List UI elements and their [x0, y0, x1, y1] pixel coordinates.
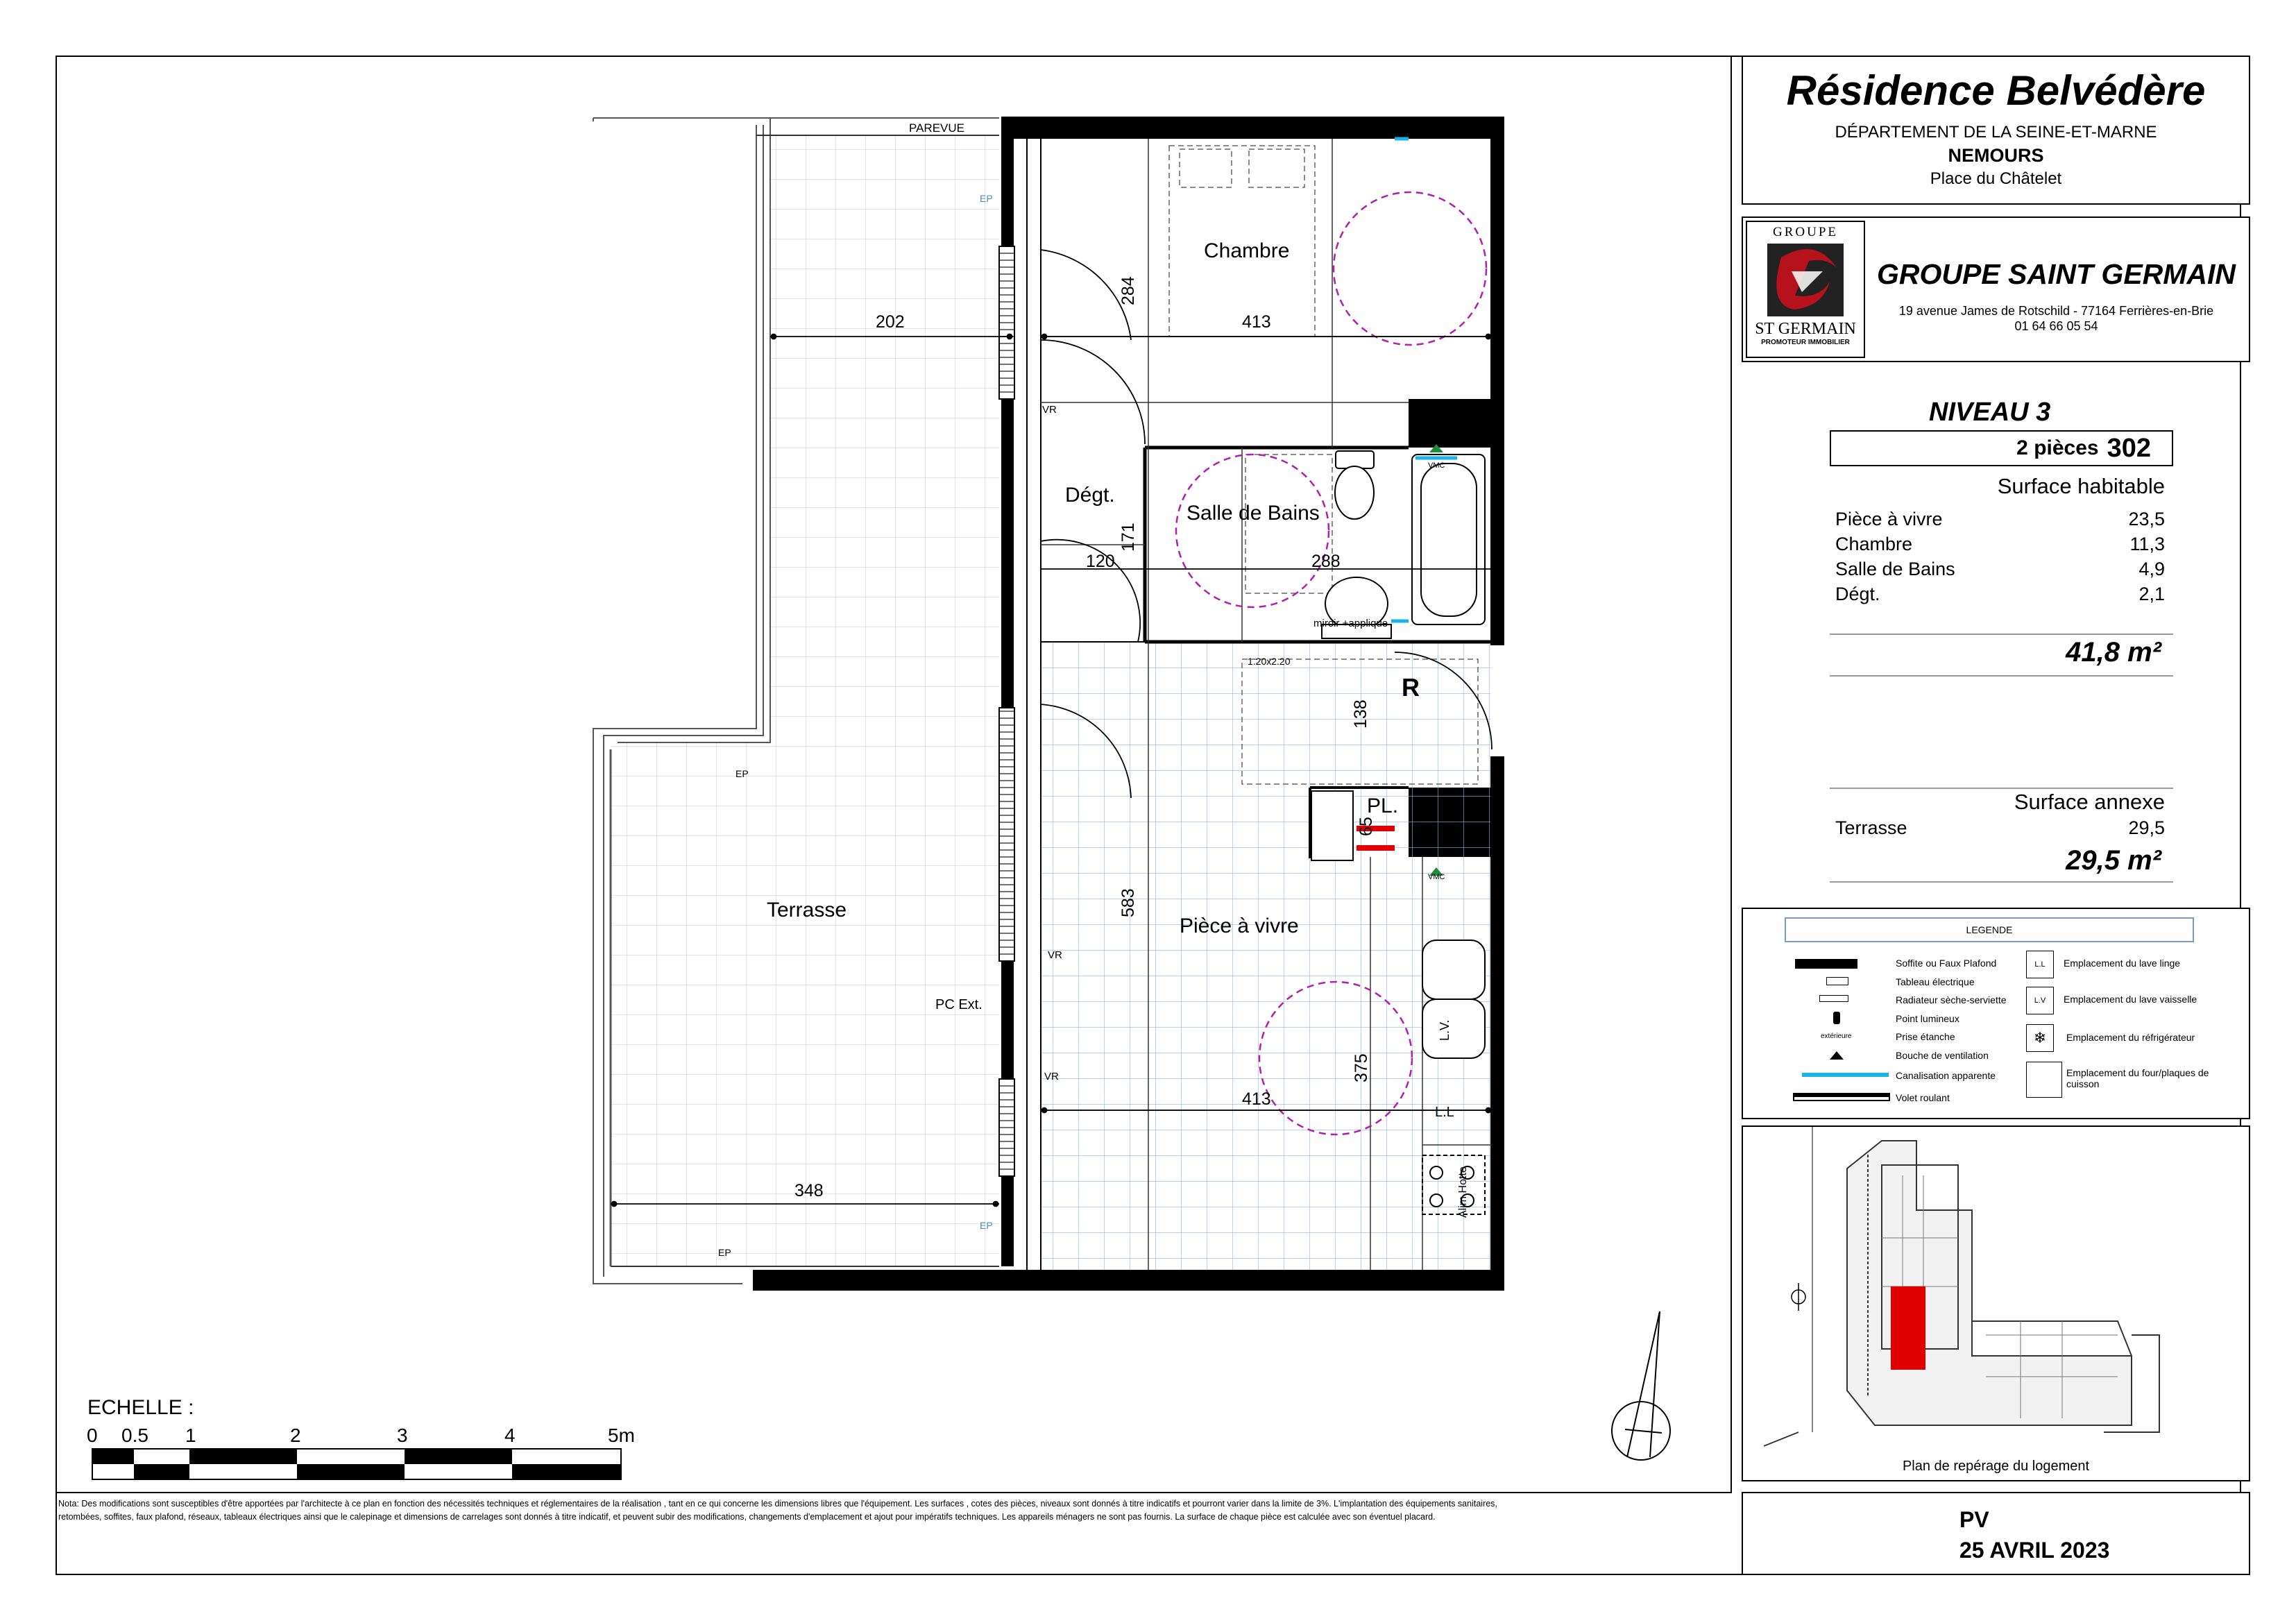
annex-total: 29,5 m² — [2066, 845, 2161, 876]
scale-tick-0-5: 0.5 — [121, 1425, 148, 1446]
highlighted-unit — [1891, 1286, 1925, 1370]
annex-separator — [1830, 788, 2173, 789]
company-panel — [1742, 216, 2250, 362]
legend-item: Tableau électrique — [1896, 976, 1975, 987]
washing-machine-label: L.L — [1435, 1105, 1454, 1120]
company-logo — [1746, 221, 1865, 358]
frame-divider — [1730, 56, 1732, 1492]
radiator-icon — [1819, 995, 1848, 1002]
pipe-icon — [1802, 1073, 1889, 1077]
list-item: Pièce à vivre 23,5 — [1835, 509, 2165, 529]
scale-tick-4: 4 — [504, 1425, 516, 1446]
dim-202: 202 — [876, 312, 905, 332]
list-item: Chambre 11,3 — [1835, 534, 2165, 554]
scale-tick-0: 0 — [87, 1425, 98, 1446]
sealed-socket-icon: extérieure — [1821, 1033, 1852, 1040]
unit-box — [1830, 430, 2173, 466]
title-panel — [1742, 56, 2250, 205]
dim-348: 348 — [794, 1181, 824, 1200]
fridge-icon: ❄ — [2026, 1024, 2054, 1052]
project-title: Résidence Belvédère — [1786, 67, 2206, 114]
soffit-icon — [1795, 959, 1857, 969]
annex-total-underline — [1830, 881, 2173, 883]
legend-item: Bouche de ventilation — [1896, 1050, 1989, 1061]
legend-item: Emplacement du lave vaisselle — [2064, 994, 2197, 1005]
dim-583: 583 — [1119, 888, 1138, 917]
scale-tick-5m: 5m — [608, 1425, 635, 1446]
room-label-placard: PL. — [1367, 794, 1399, 817]
light-point-icon — [1833, 1012, 1840, 1024]
room-label-chambre: Chambre — [1204, 239, 1290, 262]
list-item: Dégt. 2,1 — [1835, 584, 2165, 604]
legend-item: Emplacement du lave linge — [2064, 958, 2181, 969]
dim-413-living: 413 — [1242, 1089, 1271, 1109]
legend-item: Point lumineux — [1896, 1013, 1959, 1024]
location-plan-caption: Plan de repérage du logement — [1902, 1459, 2090, 1474]
vr-label-2: VR — [1048, 949, 1062, 961]
mirror-label: miroir +applique — [1313, 618, 1388, 629]
shutter-icon — [1793, 1093, 1890, 1101]
dim-413-chambre: 413 — [1242, 312, 1271, 332]
legend-item: Soffite ou Faux Plafond — [1896, 958, 1997, 969]
logo-bottom-text: ST GERMAIN — [1755, 320, 1856, 338]
unit-number: 302 — [2107, 433, 2151, 463]
habitable-title: Surface habitable — [1997, 474, 2165, 498]
legend-item: Radiateur sèche-serviette — [1896, 994, 2007, 1005]
ventilation-icon — [1830, 1051, 1844, 1060]
dishwasher-label: L.V. — [1438, 1019, 1452, 1041]
habitable-separator — [1830, 634, 2173, 635]
legend-panel — [1742, 908, 2250, 1119]
ep-label-1: EP — [980, 193, 993, 204]
unit-type: 2 pièces — [2016, 436, 2099, 459]
status-label: PV — [1959, 1507, 1989, 1532]
status-panel — [1742, 1492, 2250, 1575]
electrical-panel-icon — [1826, 977, 1848, 985]
legend-item: Prise étanche — [1896, 1031, 1955, 1042]
level-label: NIVEAU 3 — [1929, 398, 2051, 427]
ep-label-3: EP — [980, 1220, 993, 1231]
terrace-area — [593, 118, 999, 1284]
washing-machine-icon: L.L — [2026, 951, 2054, 978]
dishwasher-icon: L.V — [2026, 987, 2054, 1014]
legend-item: Emplacement du four/plaques de cuisson — [2066, 1067, 2209, 1089]
habitable-list — [1835, 507, 2165, 606]
pc-ext-label: PC Ext. — [935, 997, 983, 1012]
legend-item: Volet roulant — [1896, 1092, 1950, 1103]
habitable-total-underline — [1830, 675, 2173, 677]
location-plan-map — [1743, 1127, 2249, 1453]
vmc-label-1: VMC — [1428, 461, 1445, 470]
room-label-terrasse: Terrasse — [767, 899, 847, 921]
location-plan-panel — [1742, 1125, 2250, 1481]
vr-label-3: VR — [1044, 1071, 1059, 1082]
legend-title: LEGENDE — [1785, 917, 2194, 942]
dim-120: 120 — [1086, 552, 1115, 571]
scale-tick-2: 2 — [290, 1425, 301, 1446]
scale-label: ECHELLE : — [87, 1396, 194, 1419]
dim-138: 138 — [1351, 699, 1370, 729]
disclaimer-line-1: Nota: Des modifications sont susceptibles d'être apportées par l'architecte à ce plan en fonction des nécessités techniques et réglementaires de la réalisation , tant en ce qui concerne les dimensions libres que l'équipement. Les surfaces , cotes des pièces, niveaux sont donnés à titre indicatifs et pourront varier dans la limite de 3%. L'implantation des équipements sanitaires, — [58, 1499, 1497, 1509]
logo-sub-text: PROMOTEUR IMMOBILIER — [1761, 339, 1850, 346]
vmc-label-2: VMC — [1428, 873, 1445, 881]
list-item: Terrasse 29,5 — [1835, 817, 2165, 838]
shower-size-label: 1.20x2.20 — [1248, 656, 1291, 667]
dim-375: 375 — [1352, 1053, 1371, 1082]
reserve-label: R — [1402, 673, 1420, 702]
list-item: Salle de Bains 4,9 — [1835, 559, 2165, 579]
room-label-salle-de-bains: Salle de Bains — [1187, 502, 1320, 525]
room-label-piece-a-vivre: Pièce à vivre — [1180, 915, 1299, 937]
room-label-degt: Dégt. — [1065, 484, 1115, 507]
habitable-total: 41,8 m² — [2066, 637, 2161, 668]
vr-label-1: VR — [1042, 404, 1057, 416]
city-label: NEMOURS — [1948, 145, 2044, 166]
ep-label-2: EP — [735, 768, 749, 779]
dim-284: 284 — [1119, 276, 1138, 305]
logo-top-text: GROUPE — [1772, 225, 1838, 239]
legend-item: Emplacement du réfrigérateur — [2066, 1032, 2195, 1043]
dim-288: 288 — [1311, 552, 1341, 571]
place-label: Place du Châtelet — [1930, 169, 2062, 188]
annex-list — [1835, 815, 2165, 840]
ep-label-4: EP — [718, 1247, 731, 1258]
company-name: GROUPE SAINT GERMAIN — [1876, 258, 2236, 290]
date-label: 25 AVRIL 2023 — [1959, 1538, 2110, 1563]
bathroom-fixtures — [1322, 451, 1485, 638]
logo-mark-icon — [1753, 240, 1857, 320]
parevue-label: PAREVUE — [909, 121, 964, 135]
hood-supply-label: Alim Hotte — [1457, 1166, 1469, 1218]
company-address: 19 avenue James de Rotschild - 77164 Ferrières-en-Brie — [1898, 304, 2214, 318]
cooktop-icon — [2026, 1062, 2062, 1098]
department-label: DÉPARTEMENT DE LA SEINE-ET-MARNE — [1835, 123, 2157, 142]
legend-item: Canalisation apparente — [1896, 1070, 1996, 1081]
annex-title: Surface annexe — [2014, 790, 2165, 814]
scale-tick-3: 3 — [397, 1425, 408, 1446]
disclaimer-line-2: retombées, soffites, faux plafond, réseaux, tableaux électriques ainsi que le calepinage et dimensions de carrelages sont donnés à titre indicatif, et peuvent subir des modifications, changements d'emplacement et ajout pour impératifs techniques. Les appareils ménagers ne sont pas fournis. La surface de chaque pièce est calculée avec son éventuel placard. — [58, 1512, 1436, 1522]
scale-tick-1: 1 — [185, 1425, 196, 1446]
company-phone: 01 64 66 05 54 — [2014, 319, 2098, 333]
dim-65: 65 — [1357, 817, 1376, 836]
dim-171: 171 — [1119, 522, 1138, 552]
